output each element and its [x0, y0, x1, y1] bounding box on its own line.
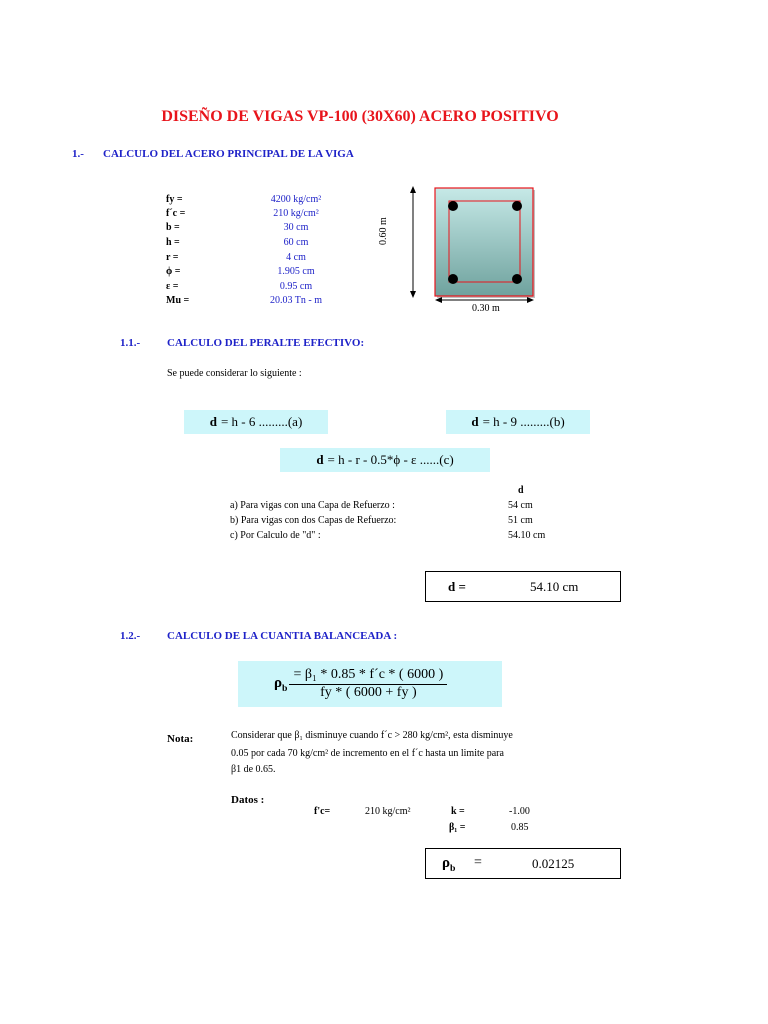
formula-var: d	[209, 414, 217, 429]
rho-denominator: fy * ( 6000 + fy )	[320, 685, 417, 700]
d-row-value: 54 cm	[508, 500, 533, 511]
formula-var: d	[316, 452, 324, 467]
arrow-up-icon	[410, 186, 416, 193]
beam-section-diagram	[380, 182, 550, 318]
param-label: Mu =	[166, 295, 190, 306]
d-row-label: c) Por Calculo de "d" :	[230, 530, 321, 541]
formula-expr: = h - 9 .........(b)	[482, 414, 565, 429]
formula-a-box	[184, 410, 328, 434]
width-label: 0.30 m	[472, 303, 500, 314]
fc-value: 210 kg/cm²	[365, 806, 411, 817]
nota-line: β1 de 0.65.	[231, 764, 276, 775]
section-number: 1.2.-	[120, 630, 141, 642]
param-value: 4 cm	[286, 252, 306, 263]
d-row-value: 51 cm	[508, 515, 533, 526]
beta-value: 0.85	[511, 822, 529, 833]
param-value: 4200 kg/cm²	[270, 194, 322, 205]
intro-text: Se puede considerar lo siguiente :	[167, 368, 302, 379]
param-value: 60 cm	[283, 237, 309, 248]
param-value: 20.03 Tn - m	[269, 295, 323, 306]
nota-line: Considerar que β₁ disminuye cuando f´c > 280 kg/cm², esta disminuye	[231, 730, 513, 741]
rho-numerator: = β₁ * 0.85 * f´c * ( 6000 )	[289, 667, 447, 685]
rebar-dot	[448, 274, 458, 284]
param-value: 1.905 cm	[277, 266, 315, 277]
param-label: h =	[166, 237, 180, 248]
k-value: -1.00	[509, 806, 530, 817]
rebar-dot	[448, 201, 458, 211]
formula-var: d	[471, 414, 479, 429]
rho-result-value: 0.02125	[532, 856, 575, 871]
section-number: 1.-	[72, 148, 84, 160]
formula-expr: = h - 6 .........(a)	[220, 414, 303, 429]
d-row-label: a) Para vigas con una Capa de Refuerzo :	[230, 500, 395, 511]
section-title: CALCULO DEL ACERO PRINCIPAL DE LA VIGA	[103, 148, 354, 160]
param-label: r =	[166, 252, 179, 263]
param-label: ϕ =	[166, 266, 181, 277]
page-title: DISEÑO DE VIGAS VP-100 (30X60) ACERO POSITIVO	[161, 108, 559, 125]
rho-result-eq: =	[474, 855, 482, 870]
param-label: ε =	[166, 281, 179, 292]
rho-symbol: $\rho_b$	[274, 674, 288, 694]
param-label: b =	[166, 222, 180, 233]
height-label: 0.60 m	[378, 217, 389, 245]
rho-formula-box	[238, 661, 502, 707]
fc-label: f'c=	[314, 806, 331, 817]
d-result-value: 54.10 cm	[530, 579, 579, 594]
nota-line: 0.05 por cada 70 kg/cm² de incremento en el f´c hasta un limite para	[231, 748, 504, 759]
d-column-header: d	[518, 485, 524, 496]
rho-result-box	[425, 848, 621, 879]
rebar-dot	[512, 274, 522, 284]
section-title: CALCULO DE LA CUANTIA BALANCEADA :	[167, 630, 398, 642]
param-value: 0.95 cm	[279, 281, 313, 292]
rho-fraction	[289, 667, 447, 701]
formula-b-box	[446, 410, 590, 434]
d-row-label: b) Para vigas con dos Capas de Refuerzo:	[230, 515, 397, 526]
param-value: 210 kg/cm²	[273, 208, 319, 219]
section-number: 1.1.-	[120, 337, 141, 349]
d-result-label: d =	[448, 579, 466, 594]
datos-label: Datos :	[231, 794, 265, 806]
k-label: k =	[451, 806, 465, 817]
rho-result-label: $\rho_b$	[442, 855, 456, 874]
arrow-down-icon	[410, 291, 416, 298]
rebar-dot	[512, 201, 522, 211]
param-label: fy =	[166, 194, 183, 205]
formula-c-box	[280, 448, 490, 472]
param-value: 30 cm	[283, 222, 309, 233]
param-label: f´c =	[166, 208, 186, 219]
section-title: CALCULO DEL PERALTE EFECTIVO:	[167, 337, 365, 349]
nota-label: Nota:	[167, 733, 194, 745]
d-row-value: 54.10 cm	[508, 530, 546, 541]
beta-label: β₁ =	[449, 822, 466, 833]
d-result-box	[425, 571, 621, 602]
formula-expr: = h - r - 0.5*ϕ - ε ......(c)	[327, 452, 454, 467]
